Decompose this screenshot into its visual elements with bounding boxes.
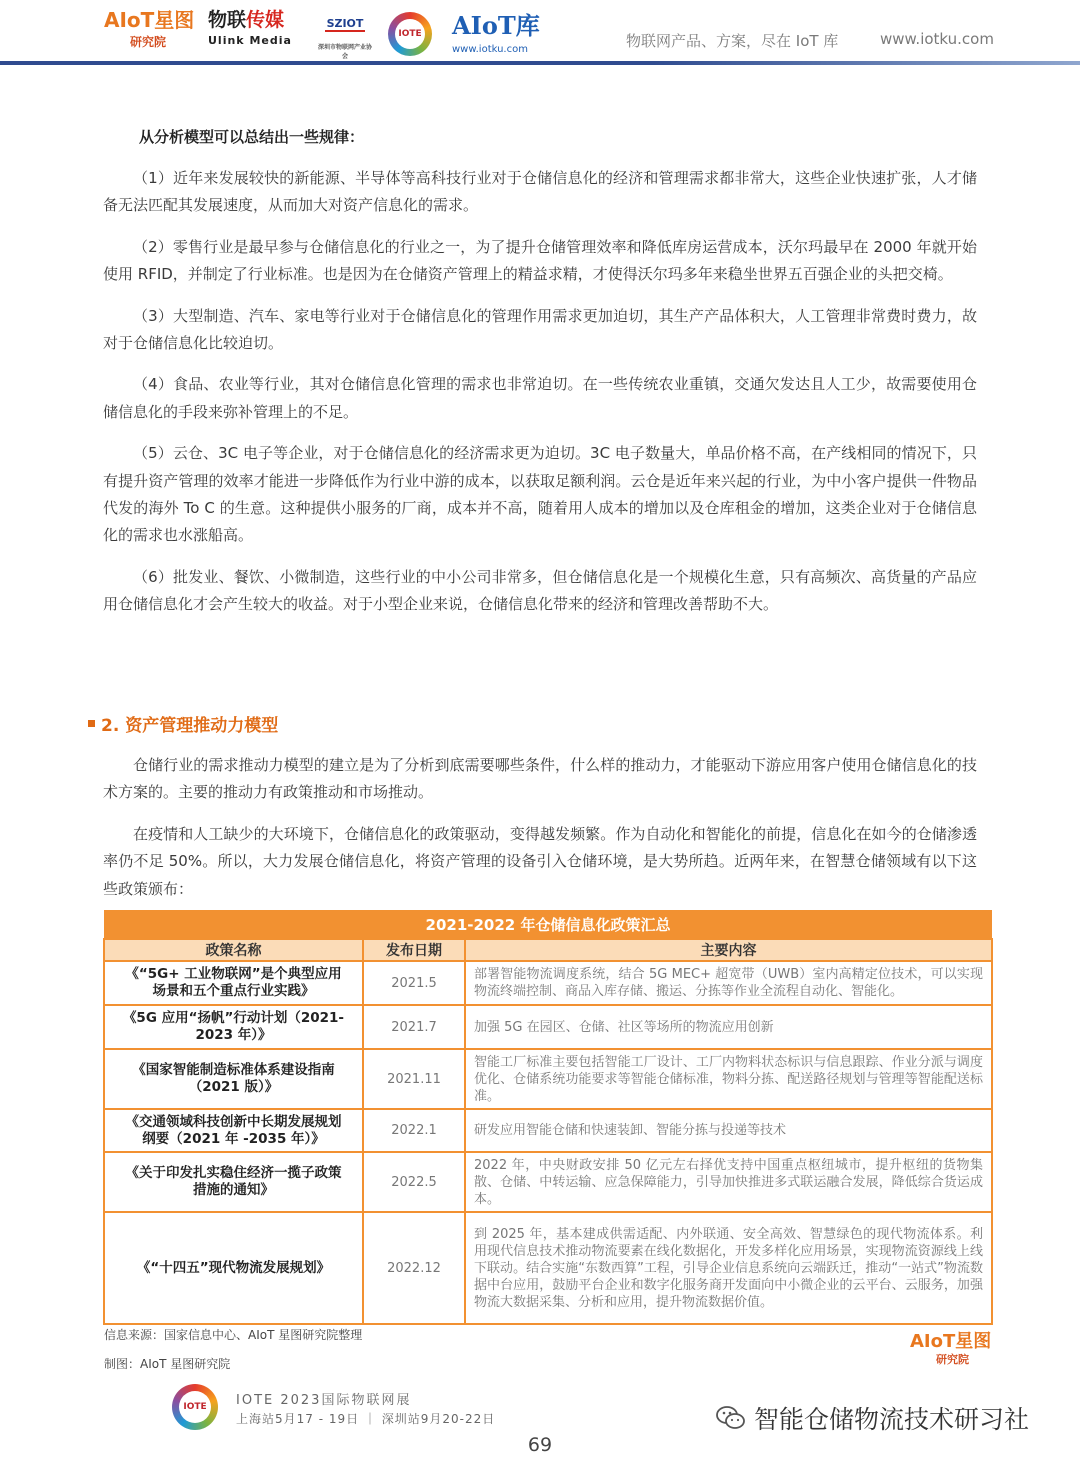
table-row: [104, 1049, 992, 1109]
footer-logo-text: IOTE: [179, 1391, 211, 1423]
policy-date: 2022.1: [363, 1109, 465, 1152]
header-main-content: 主要内容: [465, 939, 992, 961]
footer-iote-logo: [172, 1384, 218, 1430]
iote-logo-text: IOTE: [395, 19, 425, 49]
wechat-icon: [716, 1405, 746, 1431]
policy-content: 加强 5G 在园区、仓储、社区等场所的物流应用创新: [465, 1005, 992, 1049]
figure-credit: 制图：AIoT 星图研究院: [104, 1357, 231, 1371]
paragraph-4: （4）食品、农业等行业，其对仓储信息化管理的需求也非常迫切。在一些传统农业重镇，交通欠发达且人工少，故需要使用仓储信息化的手段来弥补管理上的不足。: [103, 375, 977, 421]
wechat-watermark: [716, 1400, 1029, 1436]
policy-date: 2022.12: [363, 1212, 465, 1324]
ulink-logo-text-b: 传媒: [246, 9, 285, 31]
lead-heading: 从分析模型可以总结出一些规律：: [139, 128, 365, 146]
policy-content: 研发应用智能仓储和快速装卸、智能分拣与投递等技术: [465, 1109, 992, 1152]
table-row: [104, 1212, 992, 1324]
header-url[interactable]: www.iotku.com: [880, 30, 994, 48]
policy-date: 2021.7: [363, 1005, 465, 1049]
policy-name: 《“5G+ 工业物联网”是个典型应用场景和五个重点行业实践》: [104, 961, 363, 1005]
section-paragraph-1: 仓储行业的需求推动力模型的建立是为了分析到底需要哪些条件，什么样的推动力，才能驱动下游应用客户使用仓储信息化的技术方案的。主要的推动力有政策推动和市场推动。: [103, 756, 977, 802]
aiot-stamp-logo: [910, 1333, 991, 1369]
policy-date: 2022.5: [363, 1152, 465, 1212]
iotku-logo: [452, 11, 540, 62]
policy-date: 2021.11: [363, 1049, 465, 1109]
header-release-date: 发布日期: [363, 939, 465, 961]
stamp-text: AIoT星图: [910, 1331, 992, 1352]
iote-logo: [388, 12, 432, 56]
policy-table-wrapper: [103, 910, 993, 1325]
policy-content: 部署智能物流调度系统，结合 5G MEC+ 超宽带（UWB）室内高精定位技术，可以实现物流终端控制、商品入库存储、搬运、分拣等作业全流程自动化、智能化。: [465, 961, 992, 1005]
policy-content: 到 2025 年，基本建成供需适配、内外联通、安全高效、智慧绿色的现代物流体系。利用现代信息技术推动物流要素在线化数据化，开发多样化应用场景，实现物流资源线上线下联动。结合实施“东数西算”工程，引导企业信息系统向云端跃迁，推动“一站式”物流数据中台应用，鼓励平台企业和数字化服务商开发面向中小微企业的云平台、云服务，加强物流大数据采集、分析和应用，提升物流数据价值。: [465, 1212, 992, 1324]
section-text: [103, 752, 977, 917]
policy-name: 《关于印发扎实稳住经济一揽子政策措施的通知》: [104, 1152, 363, 1212]
section-title: 2. 资产管理推动力模型: [101, 716, 279, 736]
table-row: [104, 1109, 992, 1152]
policy-name: 《国家智能制造标准体系建设指南（2021 版）》: [104, 1049, 363, 1109]
ulink-logo-text-a: 物联: [208, 9, 247, 31]
paragraph-2: （2）零售行业是最早参与仓储信息化的行业之一，为了提升仓储管理效率和降低库房运营成本，沃尔玛最早在 2000 年就开始使用 RFID，并制定了行业标准。也是因为在仓储资产管理上的精益求精，才使得沃尔玛多年来稳坐世界五百强企业的头把交椅。: [103, 237, 977, 284]
policy-table: [103, 910, 993, 1325]
paragraph-6: （6）批发业、餐饮、小微制造，这些行业的中小公司非常多，但仓储信息化是一个规模化生意，只有高频次、高货量的产品应用仓储信息化才会产生较大的收益。对于小型企业来说，仓储信息化带来的经济和管理改善帮助不大。: [103, 567, 977, 614]
policy-name: 《5G 应用“扬帆”行动计划（2021-2023 年）》: [104, 1005, 363, 1049]
ulink-media-logo: [208, 10, 292, 51]
page-header: [0, 0, 1080, 66]
header-slogan: 物联网产品、方案，尽在 IoT 库: [626, 32, 839, 50]
policy-name: 《交通领域科技创新中长期发展规划纲要（2021 年 -2035 年）》: [104, 1109, 363, 1152]
ulink-logo-sub: Ulink Media: [208, 34, 292, 47]
section-paragraph-2: 在疫情和人工缺少的大环境下，仓储信息化的政策驱动，变得越发频繁。作为自动化和智能化的前提，信息化在如今的仓储渗透率仍不足 50%。所以，大力发展仓储信息化，将资产管理的设备引入仓储环境，是大势所趋。近两年来，在智慧仓储领域有以下这些政策颁布：: [103, 824, 977, 898]
table-row: [104, 1152, 992, 1212]
footer-expo-dates: 上海站5月17 - 19日 ｜ 深圳站9月20-22日: [236, 1412, 496, 1426]
section-heading: [88, 711, 278, 736]
policy-date: 2021.5: [363, 961, 465, 1005]
header-divider: [0, 61, 1080, 65]
sziot-logo-sub: 深圳市物联网产业协会: [318, 44, 373, 60]
section-bullet-icon: [88, 720, 95, 727]
footer-expo-title: IOTE 2023国际物联网展: [236, 1393, 412, 1408]
policy-content: 智能工厂标准主要包括智能工厂设计、工厂内物料状态标识与信息跟踪、作业分派与调度优化、仓储系统功能要求等智能仓储标准，物料分拣、配送路径规划与管理等智能配送标准。: [465, 1049, 992, 1109]
policy-name: 《“十四五”现代物流发展规划》: [104, 1212, 363, 1324]
aiot-logo-sub: 研究院: [130, 35, 167, 49]
sziot-logo: [318, 12, 372, 60]
iotku-logo-sub: www.iotku.com: [452, 44, 528, 55]
table-source: 信息来源：国家信息中心、AIoT 星图研究院整理: [104, 1328, 363, 1342]
header-policy-name: 政策名称: [104, 939, 363, 961]
aiot-logo: [104, 10, 194, 52]
stamp-sub: 研究院: [936, 1353, 969, 1366]
paragraph-1: （1）近年来发展较快的新能源、半导体等高科技行业对于仓储信息化的经济和管理需求都非常大，这些企业快速扩张，人才储备无法匹配其发展速度，从而加大对资产信息化的需求。: [103, 169, 977, 215]
aiot-logo-text: AIoT星图: [104, 8, 195, 32]
analysis-text: [103, 124, 977, 633]
watermark-text: 智能仓储物流技术研习社: [754, 1405, 1030, 1434]
table-row: [104, 1005, 992, 1049]
paragraph-3: （3）大型制造、汽车、家电等行业对于仓储信息化的管理作用需求更加迫切，其生产产品体积大，人工管理非常费时费力，故对于仓储信息化比较迫切。: [103, 306, 977, 353]
policy-content: 2022 年，中央财政安排 50 亿元左右择优支持中国重点枢纽城市，提升枢纽的货物集散、仓储、中转运输、应急保障能力，引导加快推进多式联运融合发展，降低综合货运成本。: [465, 1152, 992, 1212]
table-title: 2021-2022 年仓储信息化政策汇总: [104, 910, 992, 939]
iotku-logo-text: AIoT库: [452, 11, 540, 40]
sziot-logo-text: SZIOT: [326, 17, 364, 30]
page-number: 69: [527, 1434, 553, 1456]
table-row: [104, 961, 992, 1005]
paragraph-5: （5）云仓、3C 电子等企业，对于仓储信息化的经济需求更为迫切。3C 电子数量大，单品价格不高，在产线相同的情况下，只有提升资产管理的效率才能进一步降低作为行业中游的成本，以获取足额利润。云仓是近年来兴起的行业，为中小客户提供一件物品代发的海外 To C 的生意。这种提供小服务的厂商，成本并不高，随着用人成本的增加以及仓库租金的增加，这类企业对于仓储信息化的需求也水涨船高。: [103, 444, 977, 545]
